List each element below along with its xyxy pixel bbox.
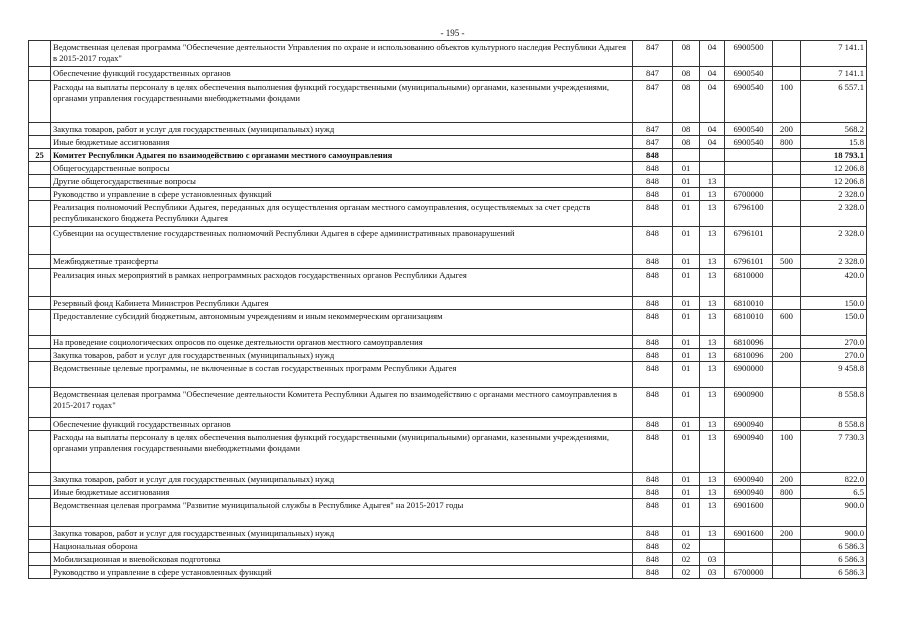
ministry-code-cell: 847 — [633, 41, 673, 67]
target-article-cell: 6900000 — [725, 362, 773, 388]
amount-cell: 12 206.8 — [801, 162, 867, 175]
section-code-cell: 01 — [673, 499, 700, 527]
section-code-cell: 01 — [673, 527, 700, 540]
row-name-cell: Расходы на выплаты персоналу в целях обеспечения выполнения функций государственными (муниципальными) органами, казенными учреждениями, органами управления государственными внебюджетными фондами — [51, 81, 633, 123]
target-article-cell: 6900540 — [725, 136, 773, 149]
expense-type-cell: 200 — [773, 473, 801, 486]
expense-type-cell — [773, 418, 801, 431]
expense-type-cell — [773, 67, 801, 81]
ministry-code-cell: 848 — [633, 255, 673, 269]
expense-type-cell — [773, 269, 801, 297]
section-code-cell: 01 — [673, 388, 700, 418]
row-name-cell: Закупка товаров, работ и услуг для государственных (муниципальных) нужд — [51, 527, 633, 540]
expense-type-cell — [773, 388, 801, 418]
row-number-cell — [29, 540, 51, 553]
ministry-code-cell: 848 — [633, 527, 673, 540]
expense-type-cell — [773, 162, 801, 175]
row-name-cell: Ведомственные целевые программы, не включенные в состав государственных программ Республики Адыгея — [51, 362, 633, 388]
target-article-cell — [725, 162, 773, 175]
table-row — [29, 41, 867, 67]
expense-type-cell — [773, 297, 801, 310]
expense-type-cell — [773, 175, 801, 188]
ministry-code-cell: 848 — [633, 362, 673, 388]
expense-type-cell — [773, 336, 801, 349]
expense-type-cell — [773, 566, 801, 579]
row-number-cell — [29, 566, 51, 579]
table-row — [29, 162, 867, 175]
target-article-cell: 6810010 — [725, 297, 773, 310]
subsection-code-cell: 04 — [700, 136, 725, 149]
row-number-cell — [29, 486, 51, 499]
table-row — [29, 188, 867, 201]
row-number-cell — [29, 123, 51, 136]
ministry-code-cell: 847 — [633, 81, 673, 123]
section-code-cell: 01 — [673, 162, 700, 175]
row-name-cell: Иные бюджетные ассигнования — [51, 486, 633, 499]
target-article-cell: 6900940 — [725, 418, 773, 431]
ministry-code-cell: 847 — [633, 67, 673, 81]
expense-type-cell: 200 — [773, 527, 801, 540]
target-article-cell: 6900940 — [725, 431, 773, 473]
target-article-cell: 6700000 — [725, 566, 773, 579]
row-name-cell: Руководство и управление в сфере установленных функций — [51, 188, 633, 201]
amount-cell: 900.0 — [801, 499, 867, 527]
target-article-cell: 6700000 — [725, 188, 773, 201]
subsection-code-cell: 13 — [700, 336, 725, 349]
row-number-cell — [29, 255, 51, 269]
row-number-cell — [29, 499, 51, 527]
row-name-cell: Обеспечение функций государственных органов — [51, 418, 633, 431]
target-article-cell — [725, 149, 773, 162]
subsection-code-cell: 03 — [700, 566, 725, 579]
subsection-code-cell: 04 — [700, 123, 725, 136]
row-number-cell — [29, 136, 51, 149]
amount-cell: 18 793.1 — [801, 149, 867, 162]
target-article-cell: 6810096 — [725, 349, 773, 362]
row-name-cell: Закупка товаров, работ и услуг для государственных (муниципальных) нужд — [51, 473, 633, 486]
table-row — [29, 527, 867, 540]
row-name-cell: Расходы на выплаты персоналу в целях обеспечения выполнения функций государственными (муниципальными) органами, казенными учреждениями, органами управления государственными внебюджетными фондами — [51, 431, 633, 473]
section-code-cell: 01 — [673, 175, 700, 188]
section-code-cell: 01 — [673, 473, 700, 486]
table-row — [29, 123, 867, 136]
row-name-cell: Межбюджетные трансферты — [51, 255, 633, 269]
target-article-cell: 6810096 — [725, 336, 773, 349]
subsection-code-cell — [700, 540, 725, 553]
row-number-cell — [29, 41, 51, 67]
target-article-cell: 6900900 — [725, 388, 773, 418]
row-number-cell — [29, 310, 51, 336]
subsection-code-cell: 13 — [700, 310, 725, 336]
row-number-cell — [29, 336, 51, 349]
ministry-code-cell: 848 — [633, 188, 673, 201]
target-article-cell: 6901600 — [725, 499, 773, 527]
subsection-code-cell: 13 — [700, 431, 725, 473]
section-code-cell: 01 — [673, 255, 700, 269]
table-row — [29, 227, 867, 255]
ministry-code-cell: 848 — [633, 269, 673, 297]
expense-type-cell: 800 — [773, 486, 801, 499]
subsection-code-cell: 03 — [700, 553, 725, 566]
target-article-cell: 6900940 — [725, 473, 773, 486]
table-row — [29, 473, 867, 486]
amount-cell: 8 558.8 — [801, 418, 867, 431]
subsection-code-cell: 13 — [700, 362, 725, 388]
table-row — [29, 149, 867, 162]
subsection-code-cell: 13 — [700, 349, 725, 362]
subsection-code-cell: 13 — [700, 227, 725, 255]
table-row — [29, 362, 867, 388]
subsection-code-cell: 13 — [700, 418, 725, 431]
ministry-code-cell: 848 — [633, 499, 673, 527]
row-name-cell: Резервный фонд Кабинета Министров Республики Адыгея — [51, 297, 633, 310]
expense-type-cell — [773, 540, 801, 553]
budget-table-body — [29, 41, 867, 579]
row-name-cell: Закупка товаров, работ и услуг для государственных (муниципальных) нужд — [51, 123, 633, 136]
expense-type-cell — [773, 227, 801, 255]
ministry-code-cell: 848 — [633, 149, 673, 162]
section-code-cell: 01 — [673, 188, 700, 201]
amount-cell: 6 586.3 — [801, 566, 867, 579]
table-row — [29, 499, 867, 527]
amount-cell: 7 730.3 — [801, 431, 867, 473]
row-name-cell: Общегосударственные вопросы — [51, 162, 633, 175]
budget-table — [28, 40, 867, 579]
target-article-cell: 6796101 — [725, 255, 773, 269]
amount-cell: 7 141.1 — [801, 41, 867, 67]
row-number-cell — [29, 388, 51, 418]
ministry-code-cell: 848 — [633, 310, 673, 336]
section-code-cell: 08 — [673, 123, 700, 136]
ministry-code-cell: 848 — [633, 349, 673, 362]
ministry-code-cell: 848 — [633, 566, 673, 579]
amount-cell: 270.0 — [801, 336, 867, 349]
section-code-cell: 01 — [673, 297, 700, 310]
ministry-code-cell: 848 — [633, 553, 673, 566]
section-code-cell: 01 — [673, 310, 700, 336]
subsection-code-cell: 13 — [700, 297, 725, 310]
row-name-cell: Иные бюджетные ассигнования — [51, 136, 633, 149]
target-article-cell: 6810000 — [725, 269, 773, 297]
ministry-code-cell: 848 — [633, 540, 673, 553]
target-article-cell: 6810010 — [725, 310, 773, 336]
row-name-cell: На проведение социологических опросов по оценке деятельности органов местного самоуправления — [51, 336, 633, 349]
amount-cell: 6.5 — [801, 486, 867, 499]
amount-cell: 150.0 — [801, 297, 867, 310]
ministry-code-cell: 848 — [633, 431, 673, 473]
row-number-cell — [29, 473, 51, 486]
subsection-code-cell: 13 — [700, 201, 725, 227]
amount-cell: 6 586.3 — [801, 553, 867, 566]
section-code-cell: 01 — [673, 362, 700, 388]
section-code-cell: 01 — [673, 201, 700, 227]
ministry-code-cell: 848 — [633, 162, 673, 175]
row-name-cell: Комитет Республики Адыгея по взаимодействию с органами местного самоуправления — [51, 149, 633, 162]
row-name-cell: Субвенции на осуществление государственных полномочий Республики Адыгея в сфере административных правонарушений — [51, 227, 633, 255]
amount-cell: 568.2 — [801, 123, 867, 136]
target-article-cell: 6796100 — [725, 201, 773, 227]
table-row — [29, 553, 867, 566]
amount-cell: 2 328.0 — [801, 201, 867, 227]
expense-type-cell — [773, 362, 801, 388]
ministry-code-cell: 848 — [633, 388, 673, 418]
table-row — [29, 310, 867, 336]
target-article-cell: 6900540 — [725, 81, 773, 123]
row-name-cell: Обеспечение функций государственных органов — [51, 67, 633, 81]
table-row — [29, 566, 867, 579]
target-article-cell — [725, 175, 773, 188]
ministry-code-cell: 848 — [633, 175, 673, 188]
row-name-cell: Закупка товаров, работ и услуг для государственных (муниципальных) нужд — [51, 349, 633, 362]
amount-cell: 2 328.0 — [801, 227, 867, 255]
ministry-code-cell: 848 — [633, 486, 673, 499]
subsection-code-cell: 13 — [700, 175, 725, 188]
subsection-code-cell: 13 — [700, 388, 725, 418]
amount-cell: 900.0 — [801, 527, 867, 540]
table-row — [29, 349, 867, 362]
ministry-code-cell: 848 — [633, 336, 673, 349]
subsection-code-cell: 13 — [700, 486, 725, 499]
table-row — [29, 201, 867, 227]
section-code-cell: 02 — [673, 540, 700, 553]
subsection-code-cell: 04 — [700, 81, 725, 123]
table-row — [29, 486, 867, 499]
section-code-cell: 01 — [673, 486, 700, 499]
row-number-cell — [29, 162, 51, 175]
row-number-cell — [29, 431, 51, 473]
row-number-cell — [29, 362, 51, 388]
target-article-cell: 6901600 — [725, 527, 773, 540]
section-code-cell: 01 — [673, 227, 700, 255]
target-article-cell: 6900540 — [725, 123, 773, 136]
expense-type-cell: 800 — [773, 136, 801, 149]
table-row — [29, 269, 867, 297]
subsection-code-cell: 04 — [700, 67, 725, 81]
table-row — [29, 67, 867, 81]
subsection-code-cell — [700, 162, 725, 175]
page-number: - 195 - — [440, 28, 465, 38]
row-number-cell — [29, 175, 51, 188]
subsection-code-cell: 13 — [700, 255, 725, 269]
row-name-cell: Мобилизационная и вневойсковая подготовка — [51, 553, 633, 566]
expense-type-cell — [773, 553, 801, 566]
expense-type-cell — [773, 201, 801, 227]
row-number-cell — [29, 81, 51, 123]
target-article-cell: 6900500 — [725, 41, 773, 67]
target-article-cell — [725, 553, 773, 566]
subsection-code-cell: 13 — [700, 499, 725, 527]
table-row — [29, 336, 867, 349]
amount-cell: 420.0 — [801, 269, 867, 297]
section-code-cell: 08 — [673, 136, 700, 149]
row-number-cell — [29, 67, 51, 81]
table-row — [29, 388, 867, 418]
row-number-cell — [29, 297, 51, 310]
target-article-cell: 6796101 — [725, 227, 773, 255]
subsection-code-cell: 13 — [700, 527, 725, 540]
expense-type-cell — [773, 499, 801, 527]
ministry-code-cell: 848 — [633, 473, 673, 486]
section-code-cell: 08 — [673, 81, 700, 123]
row-name-cell: Ведомственная целевая программа "Обеспечение деятельности Комитета Республики Адыгея по взаимодействию с органами местного самоуправления в 2015-2017 годах" — [51, 388, 633, 418]
section-code-cell — [673, 149, 700, 162]
section-code-cell: 02 — [673, 553, 700, 566]
amount-cell: 6 586.3 — [801, 540, 867, 553]
table-row — [29, 175, 867, 188]
amount-cell: 822.0 — [801, 473, 867, 486]
row-number-cell — [29, 188, 51, 201]
table-row — [29, 540, 867, 553]
row-name-cell: Национальная оборона — [51, 540, 633, 553]
expense-type-cell: 100 — [773, 81, 801, 123]
row-number-cell — [29, 227, 51, 255]
ministry-code-cell: 848 — [633, 201, 673, 227]
row-name-cell: Реализация полномочий Республики Адыгея, переданных для осуществления органам местного самоуправления, осуществляемых за счет средств республиканского бюджета Республики Адыгея — [51, 201, 633, 227]
subsection-code-cell: 13 — [700, 269, 725, 297]
table-row — [29, 255, 867, 269]
ministry-code-cell: 848 — [633, 418, 673, 431]
section-code-cell: 01 — [673, 336, 700, 349]
row-number-cell — [29, 201, 51, 227]
row-name-cell: Предоставление субсидий бюджетным, автономным учреждениям и иным некоммерческим организациям — [51, 310, 633, 336]
row-number-cell — [29, 527, 51, 540]
row-number-cell — [29, 349, 51, 362]
target-article-cell: 6900940 — [725, 486, 773, 499]
table-row — [29, 297, 867, 310]
expense-type-cell — [773, 149, 801, 162]
expense-type-cell — [773, 41, 801, 67]
row-name-cell: Другие общегосударственные вопросы — [51, 175, 633, 188]
row-number-cell: 25 — [29, 149, 51, 162]
row-number-cell — [29, 553, 51, 566]
expense-type-cell — [773, 188, 801, 201]
table-row — [29, 136, 867, 149]
section-code-cell: 01 — [673, 349, 700, 362]
expense-type-cell: 200 — [773, 123, 801, 136]
expense-type-cell: 600 — [773, 310, 801, 336]
table-row — [29, 418, 867, 431]
amount-cell: 6 557.1 — [801, 81, 867, 123]
row-name-cell: Реализация иных мероприятий в рамках непрограммных расходов государственных органов Республики Адыгея — [51, 269, 633, 297]
amount-cell: 7 141.1 — [801, 67, 867, 81]
row-number-cell — [29, 269, 51, 297]
amount-cell: 9 458.8 — [801, 362, 867, 388]
ministry-code-cell: 848 — [633, 297, 673, 310]
amount-cell: 2 328.0 — [801, 188, 867, 201]
target-article-cell: 6900540 — [725, 67, 773, 81]
ministry-code-cell: 847 — [633, 123, 673, 136]
subsection-code-cell — [700, 149, 725, 162]
amount-cell: 150.0 — [801, 310, 867, 336]
amount-cell: 15.8 — [801, 136, 867, 149]
amount-cell: 12 206.8 — [801, 175, 867, 188]
table-row — [29, 81, 867, 123]
ministry-code-cell: 847 — [633, 136, 673, 149]
amount-cell: 8 558.8 — [801, 388, 867, 418]
section-code-cell: 01 — [673, 418, 700, 431]
ministry-code-cell: 848 — [633, 227, 673, 255]
row-name-cell: Ведомственная целевая программа "Обеспечение деятельности Управления по охране и использованию объектов культурного наследия Республики Адыгея в 2015-2017 годах" — [51, 41, 633, 67]
section-code-cell: 02 — [673, 566, 700, 579]
expense-type-cell: 200 — [773, 349, 801, 362]
section-code-cell: 08 — [673, 67, 700, 81]
target-article-cell — [725, 540, 773, 553]
section-code-cell: 01 — [673, 269, 700, 297]
row-name-cell: Руководство и управление в сфере установленных функций — [51, 566, 633, 579]
subsection-code-cell: 13 — [700, 473, 725, 486]
subsection-code-cell: 13 — [700, 188, 725, 201]
table-row — [29, 431, 867, 473]
expense-type-cell: 500 — [773, 255, 801, 269]
section-code-cell: 01 — [673, 431, 700, 473]
row-name-cell: Ведомственная целевая программа "Развитие муниципальной службы в Республике Адыгея" на 2015-2017 годы — [51, 499, 633, 527]
amount-cell: 270.0 — [801, 349, 867, 362]
amount-cell: 2 328.0 — [801, 255, 867, 269]
row-number-cell — [29, 418, 51, 431]
expense-type-cell: 100 — [773, 431, 801, 473]
section-code-cell: 08 — [673, 41, 700, 67]
subsection-code-cell: 04 — [700, 41, 725, 67]
